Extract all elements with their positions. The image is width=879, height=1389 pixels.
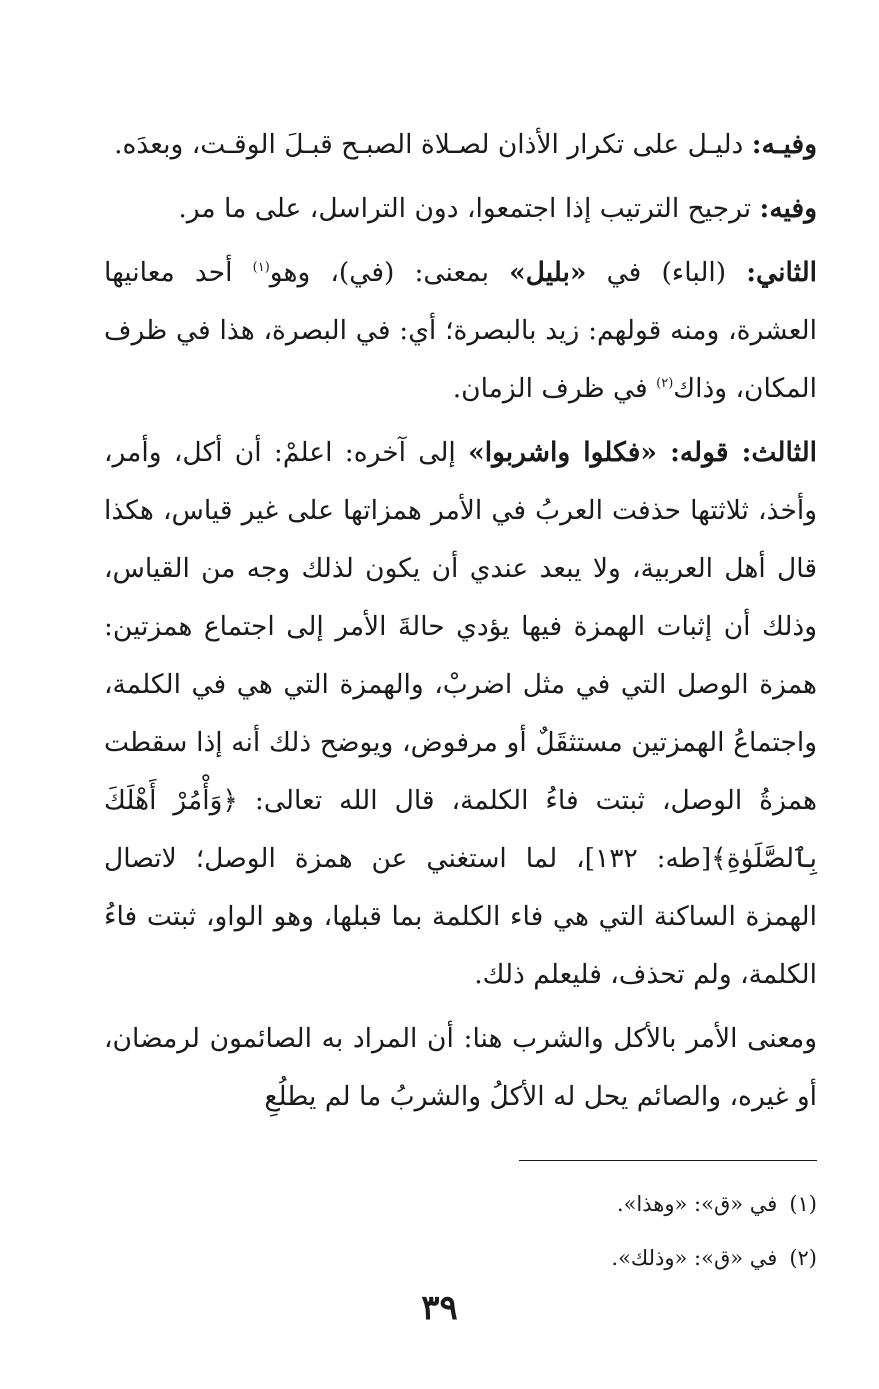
footnotes — [104, 1177, 817, 1285]
paragraph-1 — [104, 116, 817, 174]
paragraph-5 — [104, 1010, 817, 1126]
page-number: ٣٩ — [421, 1288, 458, 1328]
paragraph-lead: الثاني: — [746, 257, 818, 288]
footnote-text: في «ق»: «وهذا». — [616, 1192, 778, 1216]
paragraph-3 — [104, 244, 817, 418]
paragraph-text: دليـل على تكرار الأذان لصـلاة الصبـح قبـلَ الوقـت، وبعدَه. — [114, 129, 752, 160]
paragraph-text: بمعنى: (في)، وهو — [269, 257, 510, 288]
paragraph-4 — [104, 424, 817, 1004]
quoted-term: «بليل» — [509, 257, 587, 288]
footnote-number: (٢) — [789, 1246, 817, 1270]
paragraph-text: أحد معانيها العشرة، ومنه قولهم: زيد بالبصرة؛ أي: في البصرة، هذا في ظرف المكان، وذاك — [104, 257, 817, 404]
footnote-number: (١) — [789, 1192, 817, 1216]
footnote-ref-2[interactable]: (٢) — [656, 376, 674, 392]
paragraph-text: ومعنى الأمر بالأكل والشرب هنا: أن المراد به الصائمون لرمضان، أو غيره، والصائم يحل له الأكلُ والشربُ ما لم يطلُعِ — [104, 1023, 817, 1112]
paragraph-2 — [104, 180, 817, 238]
quoted-term: قوله: «فكلوا واشربوا» — [468, 437, 742, 468]
footnote-text: في «ق»: «وذلك». — [611, 1246, 778, 1270]
paragraph-lead: وفيه: — [759, 193, 817, 224]
paragraph-lead: الثالث: — [741, 437, 818, 468]
paragraph-lead: وفيـه: — [751, 129, 817, 160]
paragraph-text: (الباء) في — [586, 257, 747, 288]
footnote-1 — [104, 1177, 817, 1231]
paragraph-text: ترجيح الترتيب إذا اجتمعوا، دون التراسل، على ما مر. — [178, 193, 760, 224]
footnote-2 — [104, 1231, 817, 1285]
footnote-ref-1[interactable]: (١) — [252, 260, 270, 276]
paragraph-text: إلى آخره: اعلمْ: أن أكل، وأمر، وأخذ، ثلاثتها حذفت العربُ في الأمر همزاتها على غير قياس، هكذا قال أهل العربية، ولا يبعد عندي أن يكون لذلك وجه من القياس، وذلك أن إثبات الهمزة فيها يؤدي حالةَ الأمر إلى اجتماع همزتين: همزة الوصل التي في مثل اضربْ، والهمزة التي هي في الكلمة، واجتماعُ الهمزتين مستثقَلٌ أو مرفوض، ويوضح ذلك أنه إذا سقطت همزةُ الوصل، ثبتت فاءُ الكلمة، قال الله تعالى: ﴿وَأْمُرْ أَهْلَكَ بِٱلصَّلَوٰةِ﴾[طه: ١٣٢]، لما استغني عن همزة الوصل؛ لاتصال الهمزة الساكنة التي هي فاء الكلمة بما قبلها، وهو الواو، ثبتت فاءُ الكلمة، ولم تحذف، فليعلم ذلك. — [104, 437, 817, 990]
paragraph-text: في ظرف الزمان. — [452, 373, 657, 404]
footnote-separator — [519, 1160, 817, 1161]
